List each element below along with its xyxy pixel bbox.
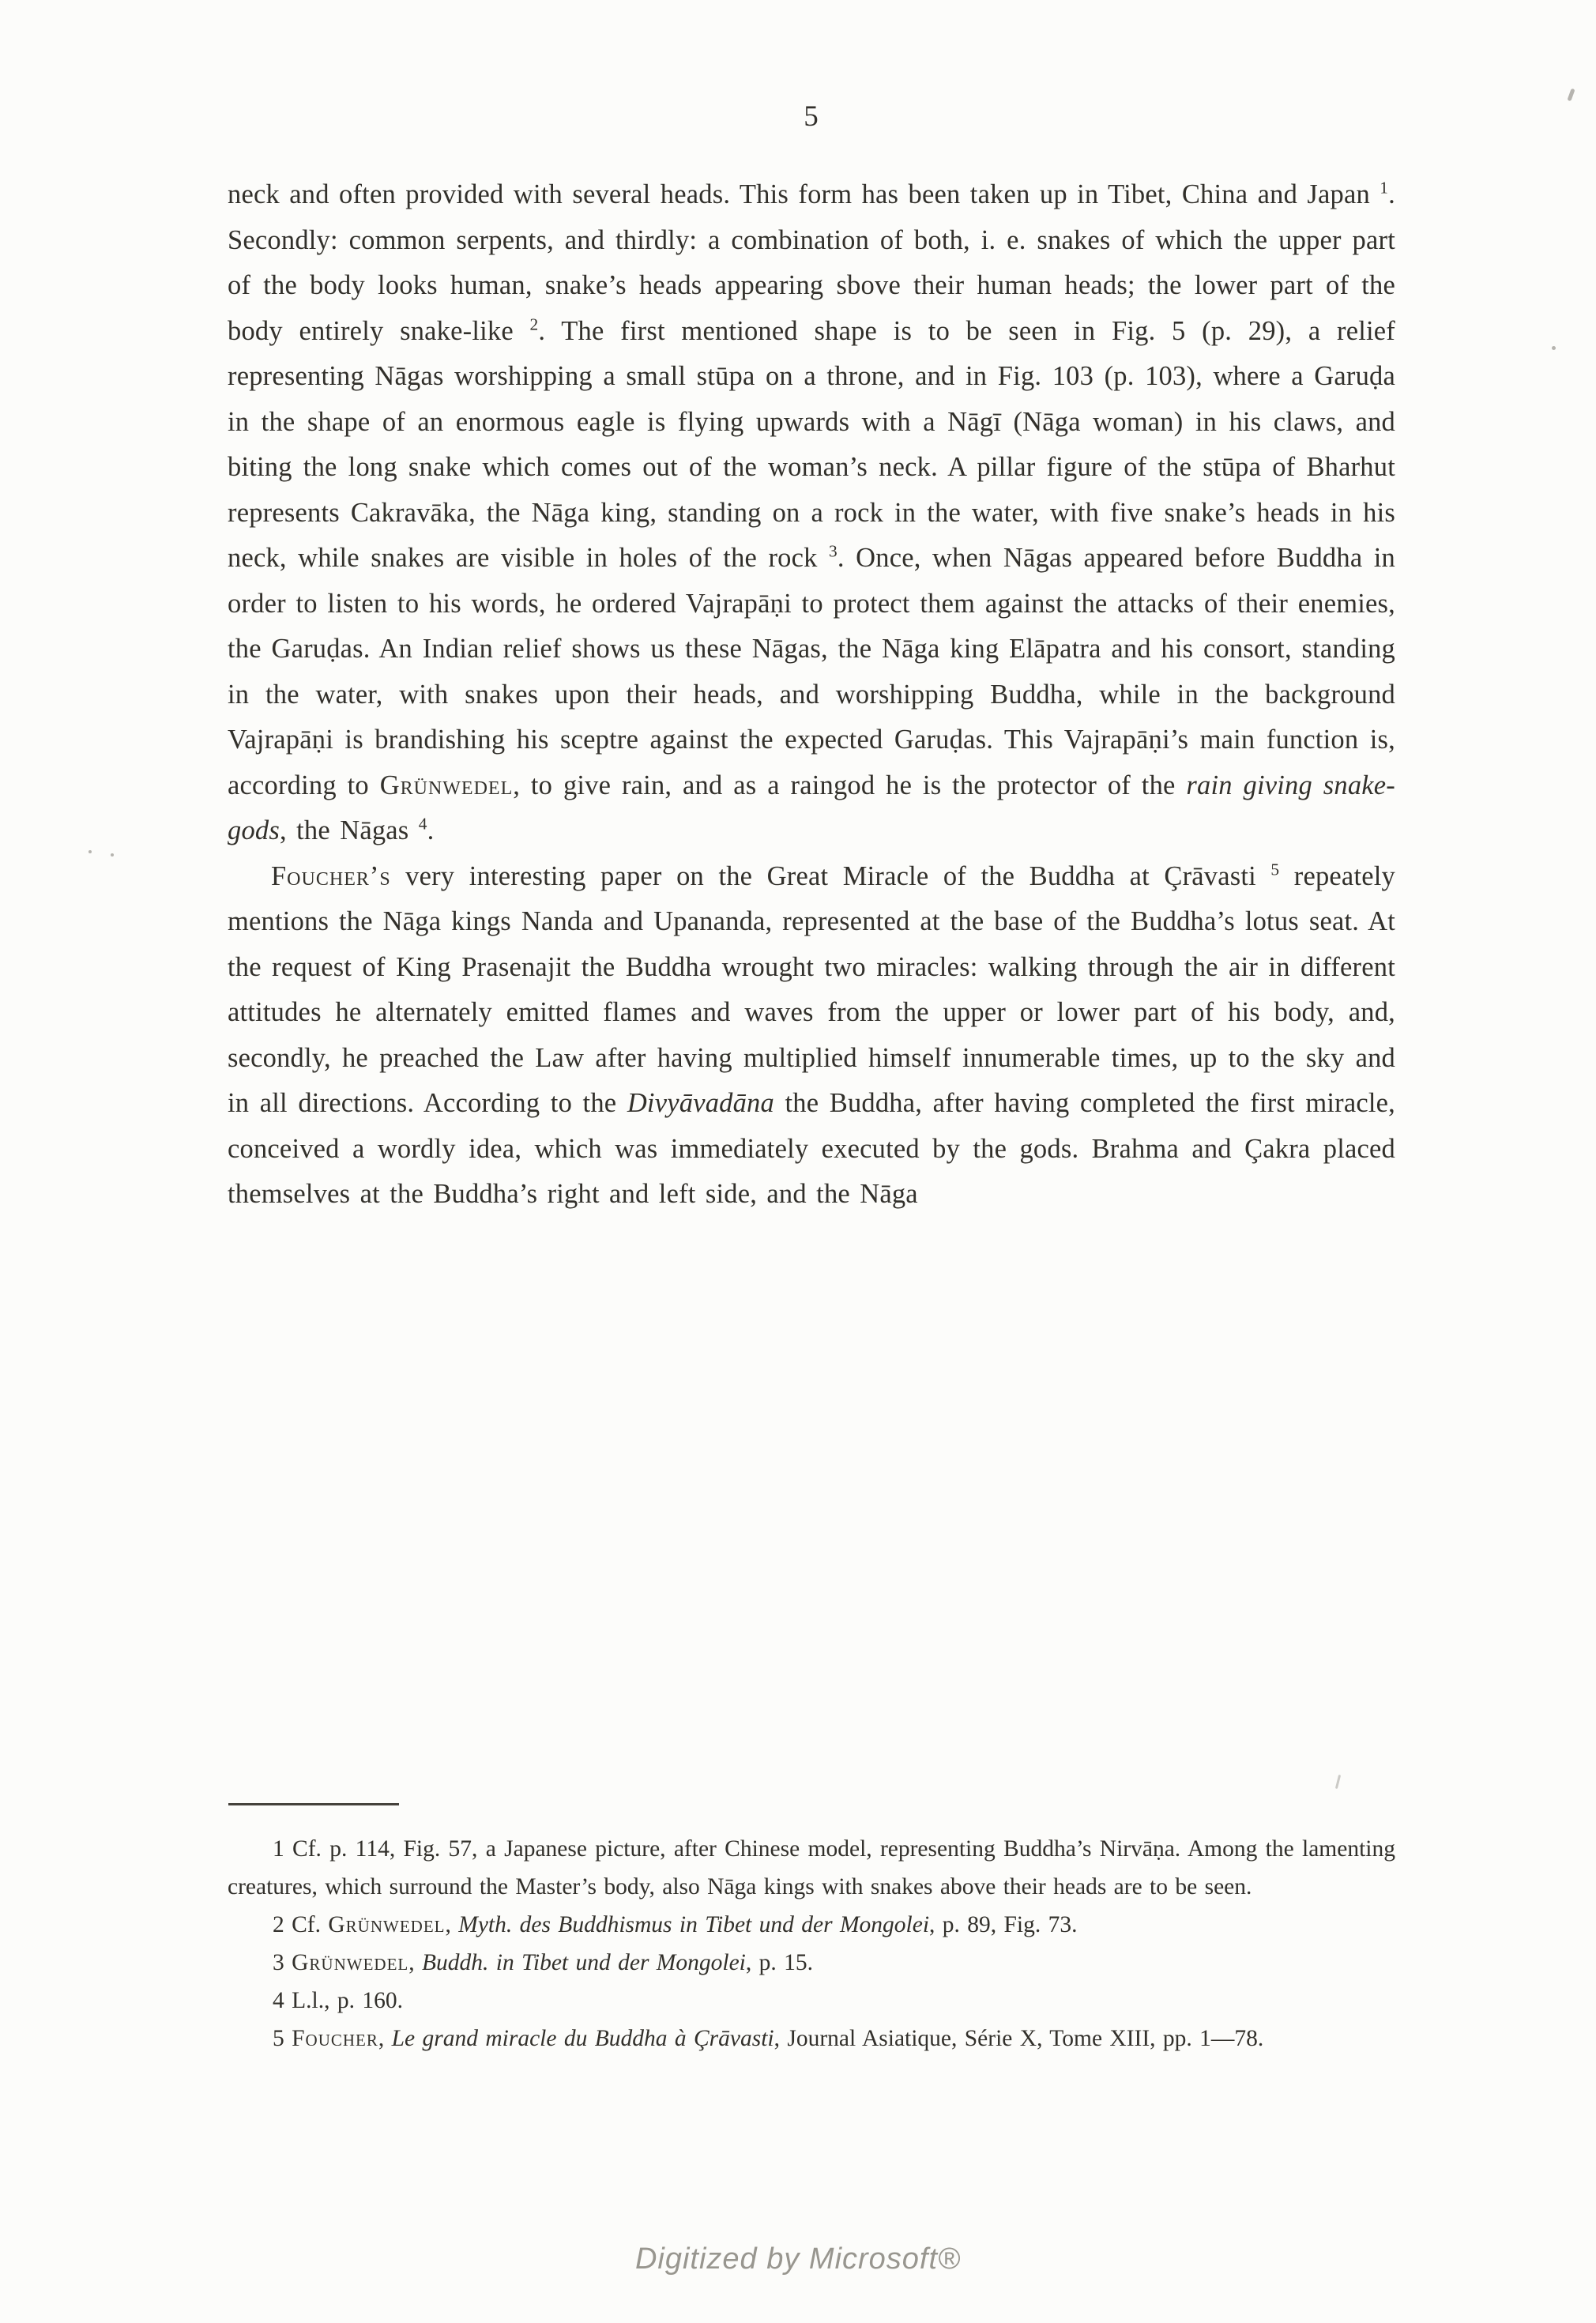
text-run: , to give rain, and as a raingod he is the protector of the [513, 770, 1187, 800]
text-run: . [427, 815, 435, 845]
text-run: , p. 89, Fig. 73. [929, 1912, 1078, 1937]
footnote-reference: 2 [529, 314, 539, 333]
footnote-reference: 5 [1270, 860, 1280, 879]
body-paragraph [228, 854, 1395, 1218]
scan-artifact [1335, 1775, 1341, 1789]
text-run: . Once, when Nāgas appeared before Buddha in order to listen to his words, he ordered Vajrapāṇi to protect them against the attacks of their enemies, the Garuḍas. An Indian relief shows us these Nāgas, the Nāga king Elāpatra and his consort, standing in the water, with snakes upon their heads, and worshipping Buddha, while in the background Vajrapāṇi is brandishing his sceptre against the expected Garuḍas. This Vajrapāṇi’s main function is, according to [228, 543, 1395, 800]
footnote-item [228, 1906, 1395, 1944]
footnotes [228, 1830, 1395, 2058]
scan-artifact [111, 853, 114, 857]
italic-text: Buddh. in Tibet und der Mongolei [422, 1950, 746, 1975]
body-text [228, 172, 1395, 1218]
text-run: neck and often provided with several heads. This form has been taken up in Tibet, China and Japan [228, 179, 1380, 209]
text-run: , Journal Asiatique, Série X, Tome XIII, pp. 1—78. [774, 2026, 1264, 2051]
text-run: repeately mentions the Nāga kings Nanda and Upananda, represented at the base of the Buddha’s lotus seat. At the request of King Prasenajit the Buddha wrought two miracles: walking through the air in different attitudes he alternately emitted flames and waves from the upper or lower part of his body, and, secondly, he preached the Law after having multiplied himself innumerable times, up to the sky and in all directions. According to the [228, 860, 1395, 1118]
smallcaps-name: Foucher [292, 2026, 378, 2051]
text-run: , the Nāgas [279, 815, 419, 845]
digitized-watermark: Digitized by Microsoft® [634, 2242, 962, 2276]
italic-text: Divyāvadāna [627, 1088, 774, 1118]
text-run: . The first mentioned shape is to be seen in Fig. 5 (p. 29), a relief representing Nāgas worshipping a small stūpa on a throne, and in Fig. 103 (p. 103), where a Garuḍa in the shape of an enormous eagle is flying upwards with a Nāgī (Nāga woman) in his claws, and biting the long snake which comes out of the woman’s neck. A pillar figure of the stūpa of Bharhut represents Cakravāka, the Nāga king, standing on a rock in the water, with five snake’s heads in his neck, while snakes are visible in holes of the rock [228, 315, 1395, 573]
text-run: 3 [273, 1950, 292, 1975]
text-run: , p. 15. [745, 1950, 813, 1975]
scan-artifact [88, 850, 92, 853]
footnote-reference: 1 [1380, 178, 1389, 198]
text-run: 5 [273, 2026, 292, 2051]
smallcaps-name: Grünwedel [292, 1950, 409, 1975]
italic-text: Myth. des Buddhismus in Tibet und der Mongolei [458, 1912, 930, 1937]
scan-artifact [1567, 88, 1575, 102]
text-run: , [408, 1950, 422, 1975]
text-run: , [378, 2026, 392, 2051]
body-paragraph [228, 172, 1395, 854]
page-number: 5 [804, 100, 819, 133]
smallcaps-name: Foucher’s [271, 860, 391, 891]
footnote-rule [228, 1803, 399, 1805]
text-run: very interesting paper on the Great Miracle of the Buddha at Çrāvasti [390, 860, 1271, 891]
italic-text: rain giving snake-gods [228, 770, 1395, 845]
footnote-item [228, 1982, 1395, 2020]
smallcaps-name: Grünwedel [328, 1912, 446, 1937]
smallcaps-name: Grünwedel [379, 770, 514, 800]
footnote-reference: 3 [828, 541, 838, 561]
text-run: 1 Cf. p. 114, Fig. 57, a Japanese picture, after Chinese model, representing Buddha’s Nirvāṇa. Among the lamenting creatures, which surround the Master’s body, also Nāga kings with snakes above their heads are to be seen. [228, 1836, 1395, 1899]
text-run: 2 Cf. [273, 1912, 329, 1937]
footnote-item [228, 1944, 1395, 1982]
text-run: , [445, 1912, 459, 1937]
footnote-reference: 4 [418, 814, 427, 834]
text-run: . Secondly: common serpents, and thirdly: a combination of both, i. e. snakes of which the upper part of the body looks human, snake’s heads appearing sbove their human heads; the lower part of the body entirely snake-like [228, 179, 1395, 346]
scan-artifact [1552, 346, 1556, 350]
footnote-item [228, 2020, 1395, 2058]
text-run: 4 L.l., p. 160. [273, 1988, 403, 2013]
footnote-item [228, 1830, 1395, 1906]
italic-text: Le grand miracle du Buddha à Çrāvasti [391, 2026, 774, 2051]
text-run: the Buddha, after having completed the first miracle, conceived a wordly idea, which was immediately executed by the gods. Brahma and Çakra placed themselves at the Buddha’s right and left side, and the Nāga [228, 1088, 1395, 1209]
